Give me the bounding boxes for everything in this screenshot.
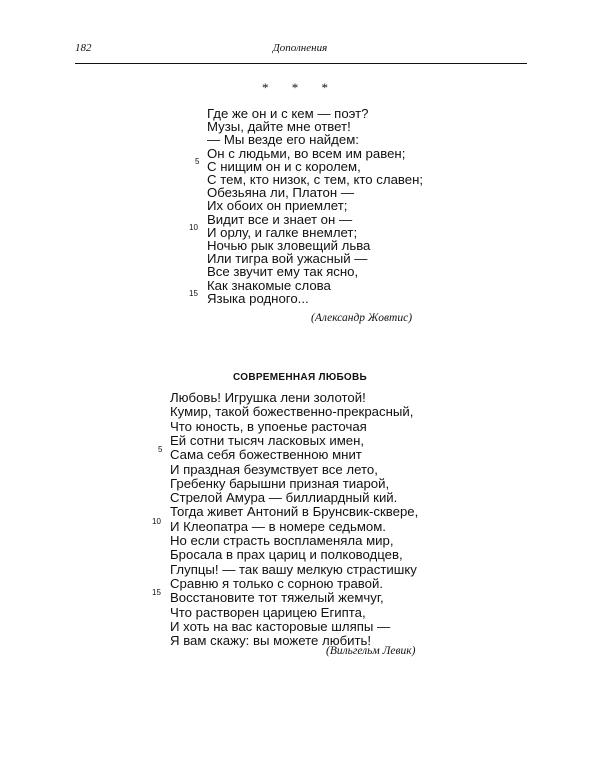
asterism: * * *: [262, 80, 338, 95]
poem-line: Восстановите тот тяжелый жемчуг,: [170, 590, 384, 606]
poem-line: И Клеопатра — в номере седьмом.: [170, 518, 386, 534]
header-rule: [75, 63, 527, 64]
poem-line: Как знакомые слова: [207, 277, 331, 293]
poem1-signature: (Александр Жовтис): [311, 312, 413, 324]
poem-line: Где же он и с кем — поэт?: [207, 106, 369, 121]
poem-line: Я вам скажу: вы можете любить!: [170, 633, 372, 649]
line-number: 15: [152, 588, 161, 598]
poem-line: И хоть на вас касторовые шляпы —: [170, 618, 391, 634]
poem-line: Языка родного...: [207, 290, 309, 306]
poem-line: — Мы везде его найдем:: [207, 132, 359, 148]
poem-line: Обезьяна ли, Платон —: [207, 185, 355, 201]
page-header: [75, 42, 525, 60]
poem-line: Он с людьми, во всем им равен;: [207, 145, 406, 161]
poem2-signature: (Вильгельм Левик): [326, 645, 416, 657]
poem-title: СОВРЕМЕННАЯ ЛЮБОВЬ: [232, 372, 368, 383]
poem-line: Все звучит ему так ясно,: [207, 264, 359, 280]
poem-line: Или тигра вой ужасный —: [207, 251, 368, 267]
poem-line: Видит все и знает он —: [207, 211, 353, 227]
poem-line: Музы, дайте мне ответ!: [207, 119, 351, 135]
poem-line: С тем, кто низок, с тем, кто славен;: [207, 172, 424, 187]
poem-line: И праздная безумствует все лето,: [170, 461, 378, 477]
poem-line: Ночью рык зловещий льва: [207, 238, 371, 253]
poem-line: Что юность, в упоенье расточая: [170, 418, 367, 434]
poem-line: Тогда живет Антоний в Брунсвик-сквере,: [170, 504, 419, 520]
poem-line: Но если страсть воспламеняла мир,: [170, 533, 394, 548]
poem-line: Сравню я только с сорною травой.: [170, 575, 384, 591]
page-number: 182: [75, 42, 92, 54]
poem-line: Бросала в прах цариц и полководцев,: [170, 547, 403, 563]
line-number: 10: [189, 222, 198, 232]
poem-line: Ей сотни тысяч ласковых имен,: [170, 432, 365, 448]
poem-line: Что растворен царицею Египта,: [170, 604, 366, 620]
running-title: Дополнения: [272, 42, 328, 54]
line-number: 10: [152, 516, 161, 526]
poem-line: Гребенку барышни призная тиарой,: [170, 475, 390, 491]
line-number: 5: [195, 156, 200, 166]
poem-line: Сама себя божественною мнит: [170, 447, 362, 463]
line-number: 15: [189, 288, 198, 298]
poem-line: Любовь! Игрушка лени золотой!: [170, 390, 366, 405]
poem-line: Кумир, такой божественно-прекрасный,: [170, 404, 414, 420]
poem-line: И орлу, и галке внемлет;: [207, 224, 358, 240]
poem-line: Их обоих он приемлет;: [207, 198, 348, 214]
poem-line: Глупцы! — так вашу мелкую страстишку: [170, 561, 417, 577]
poem-line: Стрелой Амура — биллиардный кий.: [170, 490, 398, 506]
poem-line: С нищим он и с королем,: [207, 158, 361, 174]
line-number: 5: [158, 445, 163, 455]
